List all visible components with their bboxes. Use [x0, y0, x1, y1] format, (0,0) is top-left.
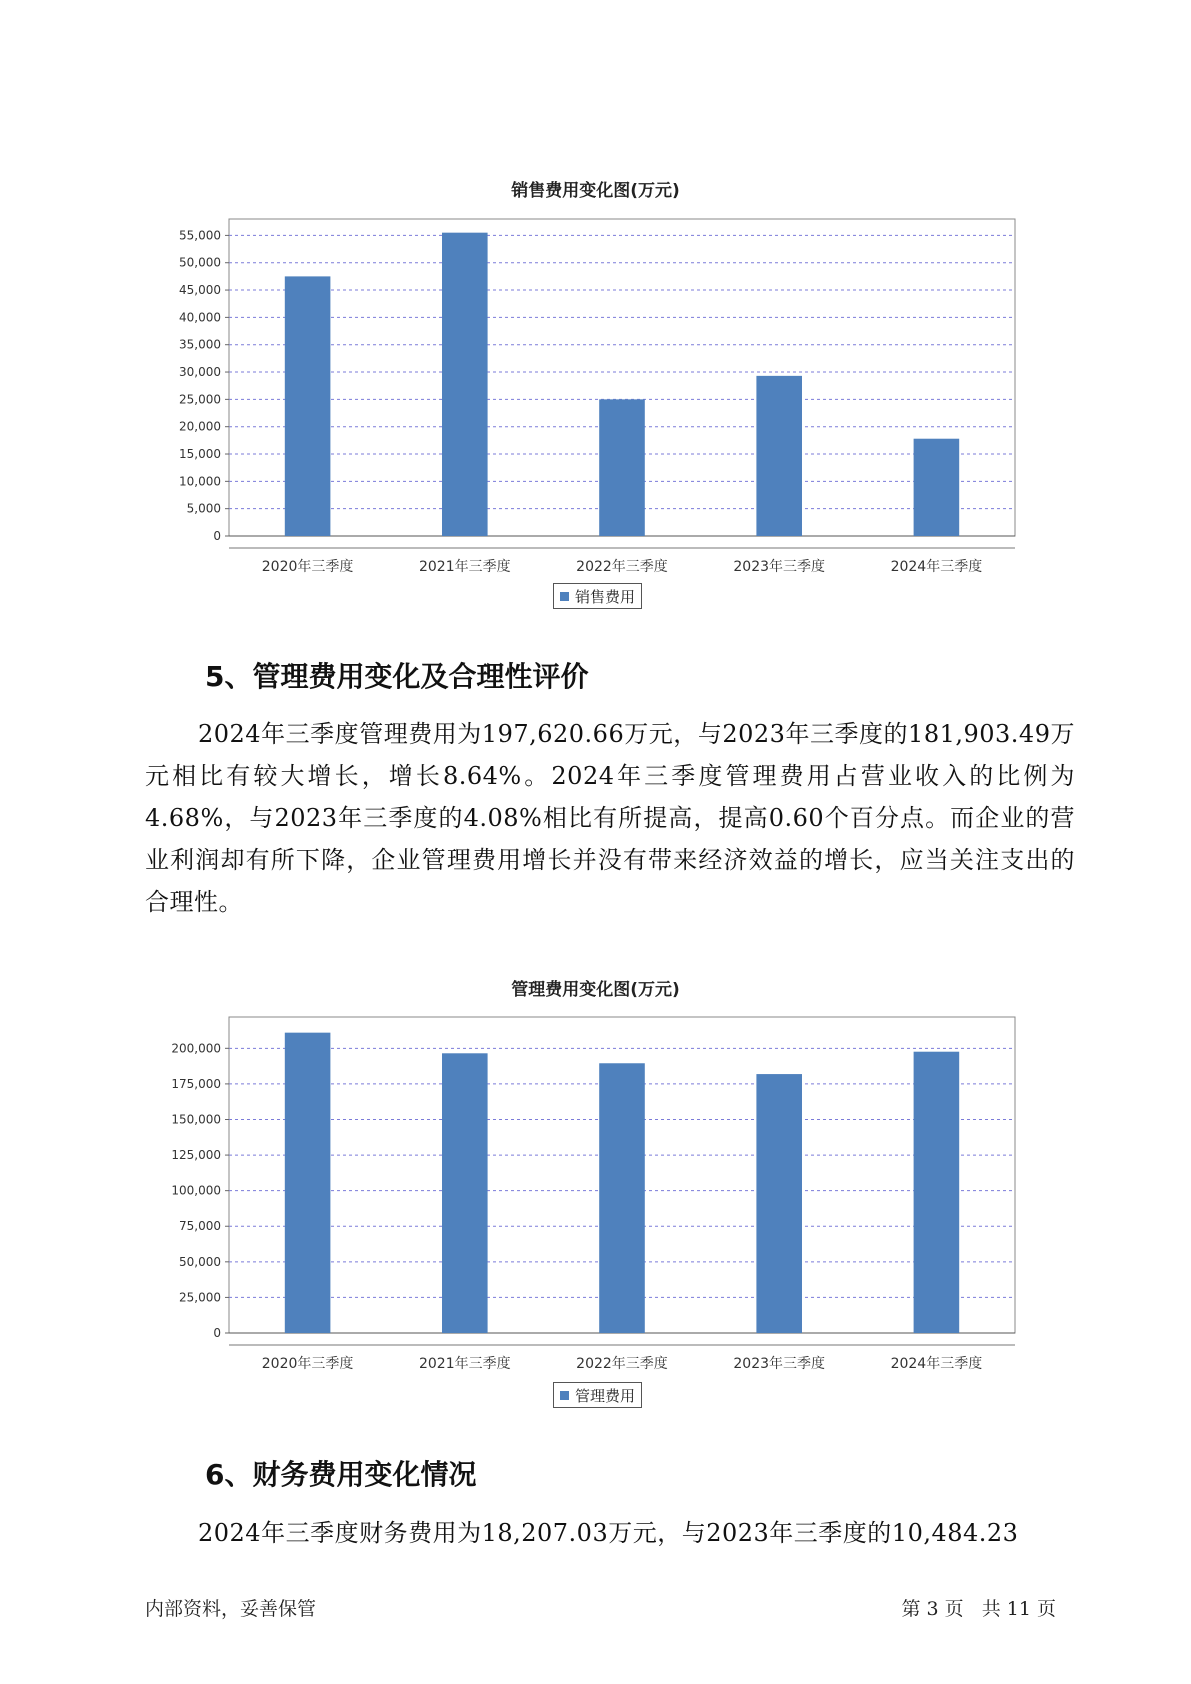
x-tick-label: 2023年三季度	[733, 1356, 826, 1372]
x-tick-label: 2022年三季度	[576, 559, 668, 575]
y-tick-label: 5,000	[186, 501, 221, 516]
y-tick-label: 45,000	[179, 283, 221, 298]
finance-expense-paragraph: 2024年三季度财务费用为18,207.03万元，与2023年三季度的10,484.23	[198, 1519, 1019, 1547]
x-tick-label: 2022年三季度	[576, 1356, 668, 1372]
legend-swatch	[560, 592, 569, 601]
bar	[756, 1074, 802, 1333]
bar	[914, 1052, 960, 1333]
bar	[914, 439, 960, 536]
bar	[285, 276, 331, 536]
y-tick-label: 150,000	[171, 1112, 221, 1127]
y-tick-label: 40,000	[179, 310, 221, 325]
legend-label: 销售费用	[575, 587, 636, 606]
admin-chart-legend	[553, 1382, 642, 1408]
y-tick-label: 20,000	[179, 419, 221, 434]
y-tick-label: 100,000	[171, 1183, 221, 1198]
x-tick-label: 2020年三季度	[261, 1356, 354, 1372]
sales-chart-legend	[553, 583, 642, 609]
y-tick-label: 175,000	[171, 1076, 221, 1091]
y-tick-label: 55,000	[179, 228, 221, 243]
y-tick-label: 0	[213, 529, 221, 543]
admin-expense-chart	[0, 1005, 1191, 1375]
y-tick-label: 0	[213, 1326, 221, 1340]
finance-expense-heading: 6、财务费用变化情况	[205, 1458, 477, 1491]
y-tick-label: 35,000	[179, 337, 221, 352]
bar	[599, 399, 645, 536]
bar	[756, 376, 802, 536]
bar	[442, 1053, 488, 1333]
y-tick-label: 200,000	[171, 1041, 221, 1056]
admin-expense-heading: 5、管理费用变化及合理性评价	[205, 660, 589, 693]
y-tick-label: 50,000	[179, 1254, 221, 1269]
y-tick-label: 25,000	[179, 1290, 221, 1305]
sales-chart-title: 销售费用变化图(万元)	[511, 181, 680, 201]
x-tick-label: 2024年三季度	[890, 1356, 983, 1372]
y-tick-label: 25,000	[179, 392, 221, 407]
y-tick-label: 75,000	[179, 1219, 221, 1234]
bar	[285, 1033, 331, 1333]
x-tick-label: 2024年三季度	[890, 559, 983, 575]
y-tick-label: 125,000	[171, 1148, 221, 1163]
y-tick-label: 30,000	[179, 365, 221, 380]
legend-label: 管理费用	[575, 1386, 636, 1405]
footer-confidential: 内部资料，妥善保管	[145, 1598, 317, 1620]
admin-chart-title: 管理费用变化图(万元)	[511, 980, 680, 1000]
y-tick-label: 10,000	[179, 474, 221, 489]
x-tick-label: 2021年三季度	[418, 559, 511, 575]
legend-swatch	[560, 1391, 569, 1400]
x-tick-label: 2020年三季度	[261, 559, 354, 575]
y-tick-label: 50,000	[179, 255, 221, 270]
bar	[442, 233, 488, 536]
x-tick-label: 2021年三季度	[418, 1356, 511, 1372]
x-tick-label: 2023年三季度	[733, 559, 826, 575]
footer-page-number: 第 3 页 共 11 页	[901, 1598, 1056, 1620]
admin-expense-paragraph: 2024年三季度管理费用为197,620.66万元，与2023年三季度的181,903.49万元相比有较大增长，增长8.64%。2024年三季度管理费用占营业收入的比例为4.68%，与2023年三季度的4.08%相比有所提高，提高0.60个百分点。而企业的营业利润却有所下降，企业管理费用增长并没有带来经济效益的增长，应当关注支出的合理性。	[145, 720, 1075, 916]
y-tick-label: 15,000	[179, 447, 221, 462]
sales-expense-chart	[0, 195, 1191, 575]
bar	[599, 1063, 645, 1333]
